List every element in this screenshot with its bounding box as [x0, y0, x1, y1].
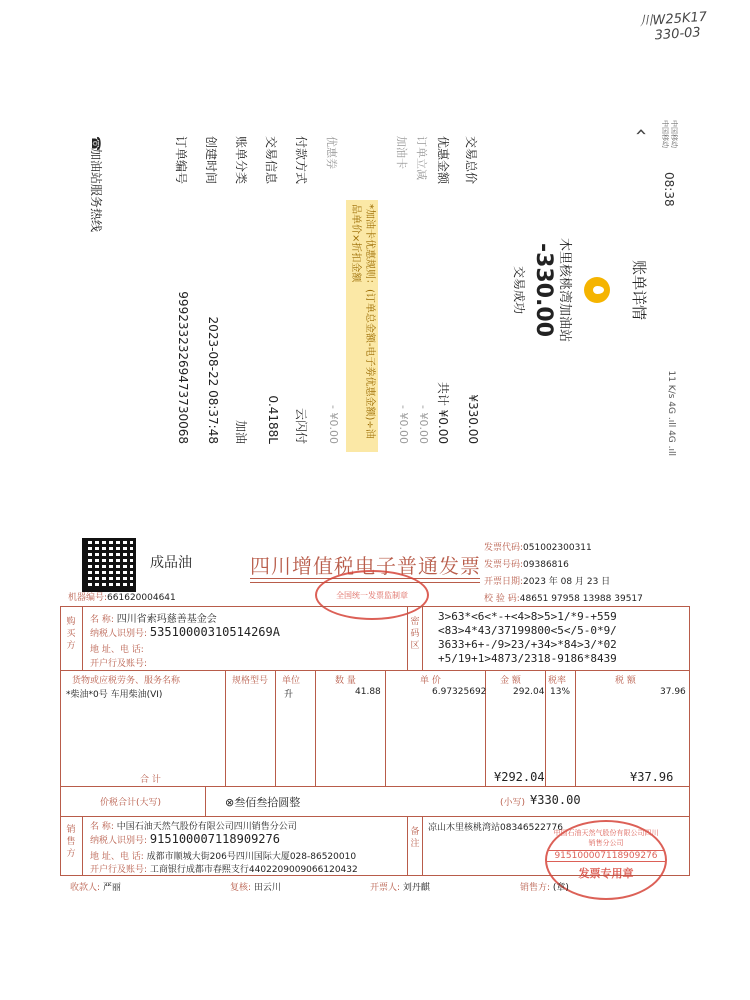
- transaction-amount: -330.00: [531, 242, 556, 338]
- issuer: 开票人: 刘丹麒: [370, 883, 430, 893]
- cipher-area: 3>63*<6<*-+<4>8>5>1/*9-+559 <83>4*43/37199800<5</5-0*9/ 3633+6+-/9>23/+34>*84>3/*02 +5/19+1>4873/2318-9186*8439: [438, 610, 617, 665]
- status-time: 08:38: [662, 172, 676, 207]
- receipt-content: 中国移动 中国移动 08:38 11 K/s 4G .ıll 4G .ıll ‹ 账单详情 木里核桃湾加油站 -330.00 交易成功 交易总价 ¥330.00 优惠金额 共计 ¥0.00 订单立减 - ¥0.00 加油卡 - ¥0.00 *加油卡优惠规则：(订单总金额-电子劵优惠金额)÷油品单价×折扣金额 优惠券 - ¥0.00 付款方式 云闪付 交易信息 0.4188L 账单分类 加油 创建时间 2023-08-22 08:37:48 订单编号 99923323269473730068 ☎加油站服务热线: [70, 120, 680, 460]
- buyer-tax-id: 纳税人识别号: 53510000310514269A: [90, 625, 280, 639]
- seller-side-label: 销售方: [66, 825, 76, 859]
- header-qty: 数 量: [335, 676, 356, 686]
- sum-words: ⊗叁佰叁拾圆整: [225, 796, 301, 809]
- handwriting-line2: 330-03: [654, 25, 702, 44]
- cipher-area-label: 密码区: [410, 617, 420, 651]
- merchant-name: 木里核桃湾加油站: [557, 237, 572, 342]
- sum-words-label: 价税合计(大写): [100, 798, 162, 808]
- line-rate: 13%: [550, 687, 571, 697]
- seller-address: 地 址、电 话: 成都市顺城大街206号四川国际大厦028-86520010: [90, 852, 357, 862]
- line-price: 6.97325692: [432, 687, 487, 697]
- invoice-number: 发票号码:09386816: [484, 560, 569, 570]
- handwritten-note: [639, 6, 709, 45]
- signal-icons: 11 K/s 4G .ıll 4G .ıll: [666, 370, 676, 456]
- check-code: 校 验 码:48651 97958 13988 39517: [484, 594, 643, 604]
- buyer-side-label: 购买方: [66, 617, 76, 651]
- total-tax: ¥37.96: [630, 770, 674, 784]
- invoice-date: 开票日期:2023 年 08 月 23 日: [484, 577, 611, 587]
- buyer-address: 地 址、电 话:: [90, 645, 144, 655]
- electronic-invoice: [60, 530, 690, 900]
- carrier-text: 中国移动 中国移动: [661, 120, 678, 148]
- service-hotline-link[interactable]: ☎加油站服务热线: [89, 136, 103, 233]
- line-item-name: *柴油*0号 车用柴油(VI): [66, 690, 163, 700]
- seller-bank: 开户行及账号: 工商银行成都市春熙支行4402209009066120432: [90, 865, 358, 875]
- header-item: 货物或应税劳务、服务名称: [72, 676, 181, 686]
- invoice-code: 发票代码:051002300311: [484, 543, 592, 553]
- header-rate: 税率: [548, 676, 567, 686]
- machine-number: 机器编号:661620004641: [68, 593, 176, 603]
- discount-rule-note: *加油卡优惠规则：(订单总金额-电子劵优惠金额)÷油品单价×折扣金额: [346, 200, 378, 452]
- transaction-status: 交易成功: [512, 265, 526, 314]
- line-amount: 292.04: [513, 687, 545, 697]
- seller-tax-id: 纳税人识别号: 915100007118909276: [90, 832, 280, 846]
- total-amount: ¥292.04: [494, 770, 545, 784]
- header-amount: 金 额: [500, 676, 521, 686]
- remark-text: 凉山木里核桃湾站08346522776: [428, 823, 563, 833]
- supervision-stamp: 全国统一发票监制章: [315, 570, 429, 620]
- buyer-bank: 开户行及账号:: [90, 659, 148, 669]
- invoice-seal-stamp: 中国石油天然气股份有限公司四川销售分公司 915100007118909276 发票专用章: [545, 820, 667, 900]
- page-title: 账单详情: [630, 259, 648, 320]
- merchant-logo-icon: [584, 277, 610, 303]
- header-price: 单 价: [420, 676, 441, 686]
- seller-seal-label: 销售方: (章): [520, 883, 569, 893]
- line-unit: 升: [284, 690, 294, 700]
- qr-code-icon: [82, 538, 136, 592]
- line-qty: 41.88: [355, 687, 381, 697]
- buyer-name: 名 称: 四川省索玛慈善基金会: [90, 614, 217, 625]
- status-bar: [654, 120, 680, 460]
- sum-small-label: (小写): [500, 798, 526, 808]
- phone-icon: ☎: [89, 136, 103, 151]
- header-tax: 税 额: [615, 676, 636, 686]
- handwriting-line1: 川W25K17: [639, 9, 708, 30]
- total-label: 合 计: [140, 775, 161, 785]
- sum-small: ¥330.00: [530, 793, 581, 807]
- reviewer: 复核: 田云川: [230, 883, 281, 893]
- header-unit: 单位: [282, 676, 301, 686]
- product-type: 成品油: [150, 555, 192, 571]
- remark-label: 备注: [410, 827, 420, 849]
- line-tax: 37.96: [660, 687, 686, 697]
- back-chevron-icon[interactable]: ‹: [630, 128, 654, 136]
- payment-receipt-screenshot: [40, 120, 680, 456]
- seller-name: 名 称: 中国石油天然气股份有限公司四川销售分公司: [90, 822, 297, 832]
- payee: 收款人: 严丽: [70, 883, 121, 893]
- invoice-title: 四川增值税电子普通发票: [250, 554, 481, 578]
- header-spec: 规格型号: [232, 676, 269, 686]
